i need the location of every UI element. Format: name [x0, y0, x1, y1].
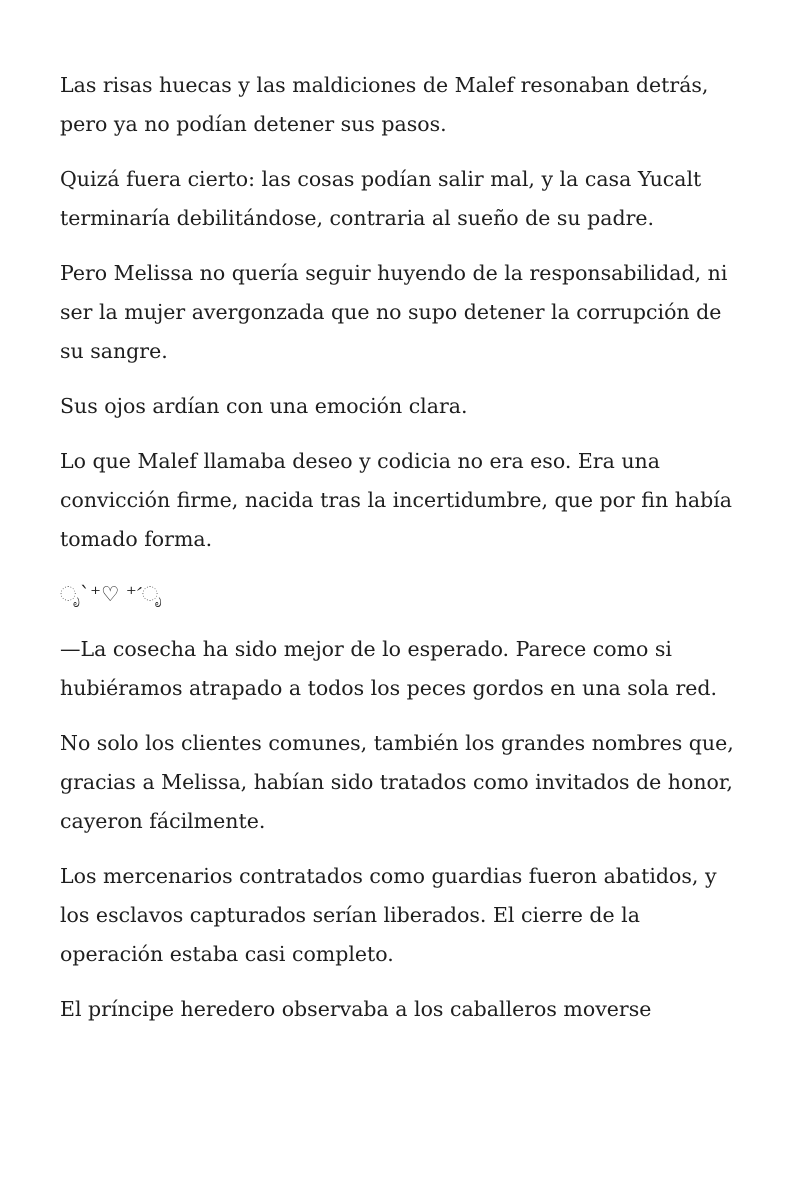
paragraph-8: No solo los clientes comunes, también los grandes nombres que, gracias a Melissa, habían sido tratados como invitados de honor, cayeron fácilmente.: [60, 731, 734, 833]
paragraph-10: El príncipe heredero observaba a los caballeros moverse: [60, 997, 652, 1021]
paragraph-7: —La cosecha ha sido mejor de lo esperado. Parece como si hubiéramos atrapado a todos los peces gordos en una sola red.: [60, 637, 718, 700]
scene-divider: ೃ`⁺♡ ⁺´ೃ: [60, 582, 162, 606]
paragraph-3: Pero Melissa no quería seguir huyendo de la responsabilidad, ni ser la mujer avergonzada que no supo detener la corrupción de su sangre.: [60, 261, 728, 363]
paragraph-2: Quizá fuera cierto: las cosas podían salir mal, y la casa Yucalt terminaría debilitándose, contraria al sueño de su padre.: [60, 167, 702, 230]
paragraph-1: Las risas huecas y las maldiciones de Malef resonaban detrás, pero ya no podían detener sus pasos.: [60, 73, 709, 136]
paragraph-9: Los mercenarios contratados como guardias fueron abatidos, y los esclavos capturados serían liberados. El cierre de la operación estaba casi completo.: [60, 864, 717, 966]
paragraph-4: Sus ojos ardían con una emoción clara.: [60, 394, 468, 418]
paragraph-5: Lo que Malef llamaba deseo y codicia no era eso. Era una convicción firme, nacida tras la incertidumbre, que por fin había tomado forma.: [60, 449, 733, 551]
